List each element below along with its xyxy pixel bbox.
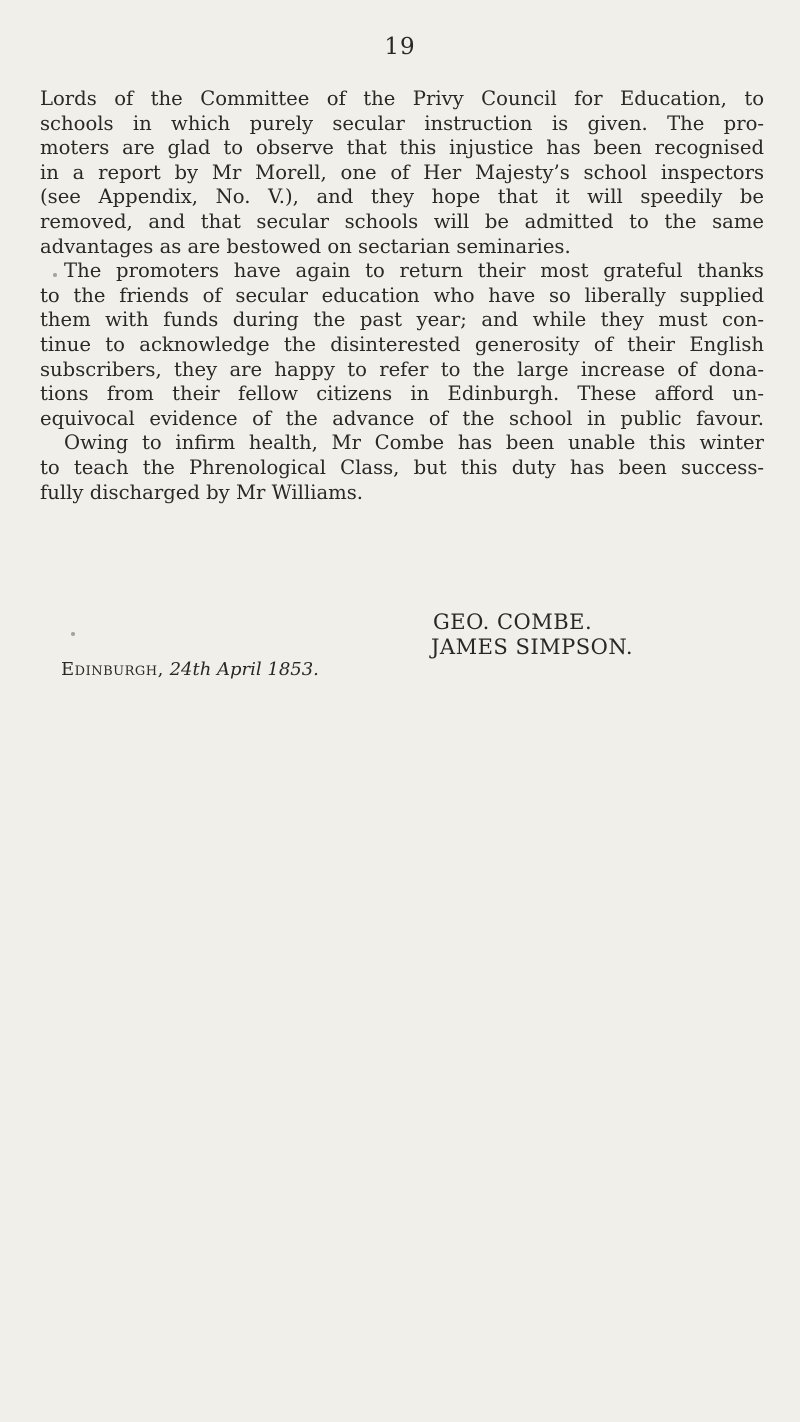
paper-speck [71, 632, 75, 636]
text-line: tinue to acknowledge the disinterested generosity of their English [40, 332, 764, 356]
text-line: moters are glad to observe that this injustice has been recognised [40, 136, 764, 160]
text-line: to the friends of secular education who have so liberally supplied [40, 283, 764, 307]
dateline-place: Edinburgh, [61, 659, 164, 680]
paper-speck [53, 273, 57, 277]
text-line: Lords of the Committee of the Privy Council for Education, to [40, 87, 764, 110]
signatory-name: JAMES SIMPSON. [431, 634, 634, 659]
paragraph-start-line: The promoters have again to return their most grateful thanks [64, 259, 764, 283]
text-line: to teach the Phrenological Class, but this duty has been success- [40, 455, 764, 479]
text-line: schools in which purely secular instruction is given. The pro- [40, 111, 764, 135]
signatory-name: GEO. COMBE. [433, 610, 593, 634]
text-line: tions from their fellow citizens in Edinburgh. These afford un- [40, 382, 764, 406]
text-line: fully discharged by Mr Williams. [40, 480, 364, 504]
text-line: (see Appendix, No. V.), and they hope that it will speedily be [40, 185, 764, 209]
text-line: removed, and that secular schools will be admitted to the same [40, 209, 764, 233]
text-line: in a report by Mr Morell, one of Her Majesty’s school inspectors [40, 160, 764, 184]
signature-block [431, 610, 633, 659]
text-line: equivocal evidence of the advance of the school in public favour. [40, 406, 764, 430]
dateline-date: 24th April 1853. [169, 659, 319, 680]
paragraph-start-line: Owing to infirm health, Mr Combe has been unable this winter [64, 431, 764, 455]
text-line: advantages as are bestowed on sectarian seminaries. [40, 234, 571, 258]
text-line: subscribers, they are happy to refer to the large increase of dona- [40, 357, 764, 381]
dateline [61, 658, 319, 682]
text-line: them with funds during the past year; and while they must con- [40, 308, 764, 332]
page-number: 19 [384, 34, 416, 60]
body-text [40, 87, 764, 505]
